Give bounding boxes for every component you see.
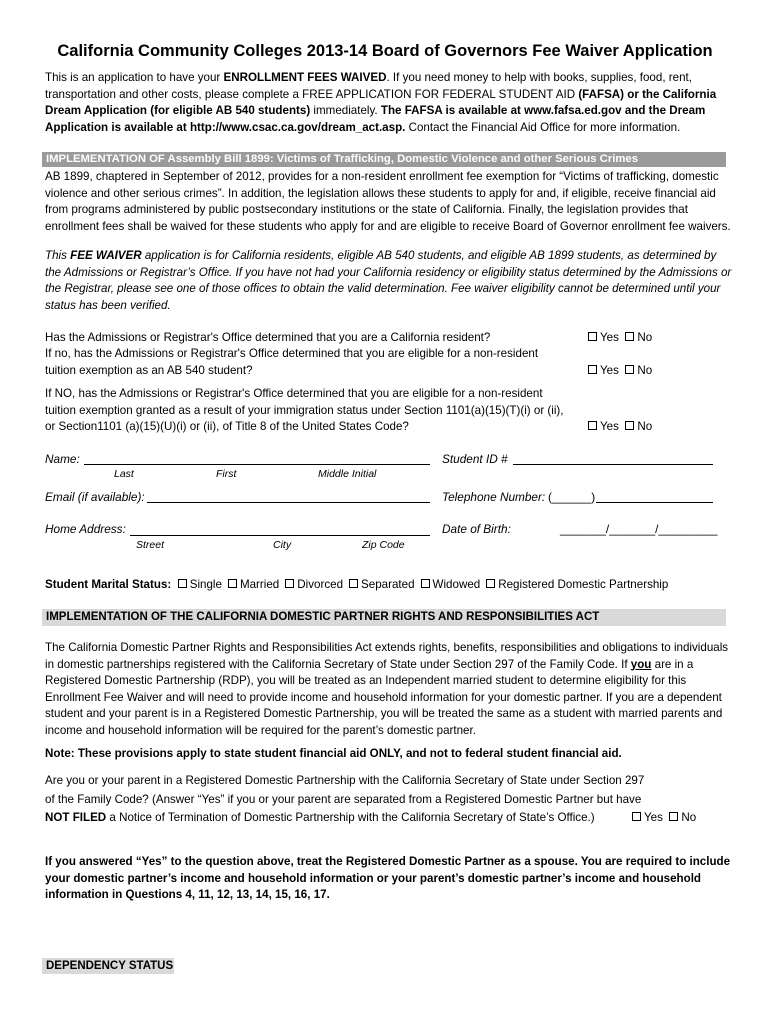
telephone-label: Telephone Number: — [442, 490, 546, 504]
question-ab1899: If NO, has the Admissions or Registrar's Office determined that you are eligible for a non-resident tuition exemption granted as a result of your immigration status under Section 1101(a)(15)(T)(i) or (ii), or Section1101 (a)(15)(U)(i) or (ii), of Title 8 of the United States Code? — [45, 387, 564, 433]
yes-checkbox[interactable] — [588, 332, 597, 341]
separated-label: Separated — [361, 578, 415, 591]
marital-status-label: Student Marital Status: — [45, 578, 172, 591]
intro-paragraph — [45, 70, 735, 136]
intro-text: This is an application to have your — [45, 71, 224, 84]
section-header-dependency: DEPENDENCY STATUS — [42, 958, 174, 974]
home-address-label: Home Address: — [45, 522, 126, 536]
intro-emphasis: ENROLLMENT FEES WAIVED — [223, 71, 387, 84]
domestic-partner-paragraph — [45, 640, 735, 739]
zip-caption: Zip Code — [362, 539, 405, 551]
telephone-area-code: (______) — [548, 490, 596, 504]
section-header-ab1899: IMPLEMENTATION OF Assembly Bill 1899: Victims of Trafficking, Domestic Violence and other Serious Crimes — [42, 152, 726, 167]
divorced-checkbox[interactable] — [285, 579, 294, 588]
dob-field[interactable]: _______/_______/_________ — [560, 522, 718, 536]
yes-checkbox[interactable] — [588, 365, 597, 374]
student-id-field[interactable] — [513, 464, 713, 465]
yes-checkbox[interactable] — [632, 812, 641, 821]
dp-text: are in a Registered Domestic Partnership (RDP), you will be treated as an Independent married student to determine eligibility for this Enrollment Fee Waiver and will need to provide income and household information for your domestic partner. If you are a dependent student and your parent is in a Registered Domestic Partnership, you will be treated the same as a student with married parents and income and household information will be required for the parent’s domestic partner. — [45, 657, 723, 737]
no-label: No — [681, 811, 697, 824]
yes-label: Yes — [600, 420, 619, 433]
home-address-field[interactable] — [130, 535, 430, 536]
no-checkbox[interactable] — [625, 365, 634, 374]
separated-checkbox[interactable] — [349, 579, 358, 588]
rdp-question-line-1: Are you or your parent in a Registered Domestic Partnership with the California Secretary of State under Section 297 — [45, 774, 645, 787]
no-label: No — [637, 420, 653, 433]
no-checkbox[interactable] — [669, 812, 678, 821]
fee-waiver-emphasis: FEE WAIVER — [70, 249, 142, 262]
rdp-question-emphasis: NOT FILED — [45, 811, 107, 824]
fee-waiver-paragraph — [45, 248, 735, 314]
dp-text: The California Domestic Partner Rights and Responsibilities Act extends rights, benefits, responsibilities and obligations to individuals in domestic partnerships registered with the California Secretary of State under Section 297 of the Family Code. If — [45, 641, 729, 671]
name-label: Name: — [45, 452, 80, 466]
yes-label: Yes — [600, 331, 619, 344]
student-id-label: Student ID # — [442, 452, 508, 466]
no-checkbox[interactable] — [625, 421, 634, 430]
first-name-caption: First — [216, 468, 237, 480]
single-checkbox[interactable] — [178, 579, 187, 588]
widowed-checkbox[interactable] — [421, 579, 430, 588]
fee-waiver-text: This — [45, 249, 71, 262]
middle-initial-caption: Middle Initial — [318, 468, 377, 480]
email-field[interactable] — [147, 502, 430, 503]
email-label: Email (if available): — [45, 490, 145, 504]
telephone-field[interactable] — [596, 502, 713, 503]
fee-waiver-text: application is for California residents, eligible AB 540 students, and eligible AB 1899 students, as determined by the Admissions or Registrar’s Office. If you have not had your California residency or eligibility status determined by the Admissions or the Registrar, please see one of those offices to obtain the valid determination. Fee waiver eligibility cannot be determined until your status has been verified. — [45, 249, 732, 312]
no-label: No — [637, 364, 653, 377]
divorced-label: Divorced — [297, 578, 344, 591]
intro-emphasis: The FAFSA is available at www.fafsa.ed.gov and the Dream Application is available at http://www.csac.ca.gov/dream_act.asp. — [45, 104, 706, 134]
no-checkbox[interactable] — [625, 332, 634, 341]
intro-text: . If you need money to help with books, supplies, food, rent, transportation and other costs, please complete a FREE APPLICATION FOR FEDERAL STUDENT AID — [45, 71, 692, 101]
note-text: Note: These provisions apply to state student financial aid ONLY, and not to federal student financial aid. — [45, 747, 622, 760]
rdp-instruction: If you answered “Yes” to the question above, treat the Registered Domestic Partner as a spouse. You are required to include your domestic partner’s income and household information or your parent’s domestic partner’s income and household information in Questions 4, 11, 12, 13, 14, 15, 16, 17. — [45, 855, 731, 901]
dob-label: Date of Birth: — [442, 522, 511, 536]
yes-no-group-3 — [588, 419, 652, 436]
intro-text: Contact the Financial Aid Office for more information. — [405, 120, 681, 134]
married-label: Married — [239, 578, 280, 591]
section-header-domestic-partner: IMPLEMENTATION OF THE CALIFORNIA DOMESTIC PARTNER RIGHTS AND RESPONSIBILITIES ACT — [42, 609, 726, 626]
married-checkbox[interactable] — [228, 579, 237, 588]
rdp-question-text: a Notice of Termination of Domestic Partnership with the California Secretary of State’s Office.) — [106, 811, 595, 824]
ab1899-paragraph: AB 1899, chaptered in September of 2012, provides for a non-resident enrollment fee exemption for “Victims of trafficking, domestic violence and other serious crimes”. In addition, the legislation allows these students to apply for and, if eligible, receive financial aid from programs administered by public postsecondary institutions or the state of California. Finally, the legislation provides that enrollment fees shall be waived for these students who apply for and are eligible to receive Board of Governor enrollment fee waivers. — [45, 170, 731, 233]
rdp-checkbox[interactable] — [486, 579, 495, 588]
yes-label: Yes — [644, 811, 663, 824]
street-caption: Street — [136, 539, 165, 551]
intro-text: immediately. — [310, 104, 381, 117]
question-ca-resident: Has the Admissions or Registrar's Office determined that you are a California resident? — [45, 331, 491, 344]
rdp-label: Registered Domestic Partnership — [498, 578, 669, 591]
marital-status-row — [45, 578, 668, 591]
widowed-label: Widowed — [432, 578, 481, 591]
no-label: No — [637, 331, 653, 344]
yes-no-group-2 — [588, 363, 652, 380]
yes-no-group-1 — [588, 330, 652, 347]
city-caption: City — [273, 539, 292, 551]
yes-checkbox[interactable] — [588, 421, 597, 430]
question-ab540: If no, has the Admissions or Registrar's Office determined that you are eligible for a non-resident tuition exemption as an AB 540 student? — [45, 347, 539, 377]
last-name-caption: Last — [114, 468, 134, 480]
dp-emphasis: you — [630, 657, 652, 671]
name-field[interactable] — [84, 464, 430, 465]
page-title: California Community Colleges 2013-14 Board of Governors Fee Waiver Application — [57, 42, 713, 60]
intro-emphasis: (FAFSA) or the California Dream Application (for eligible AB 540 students) — [45, 87, 717, 117]
single-label: Single — [189, 578, 222, 591]
yes-label: Yes — [600, 364, 619, 377]
rdp-question-line-2: of the Family Code? (Answer “Yes” if you or your parent are separated from a Registered Domestic Partner but have — [45, 793, 642, 806]
yes-no-group-rdp — [632, 810, 696, 827]
